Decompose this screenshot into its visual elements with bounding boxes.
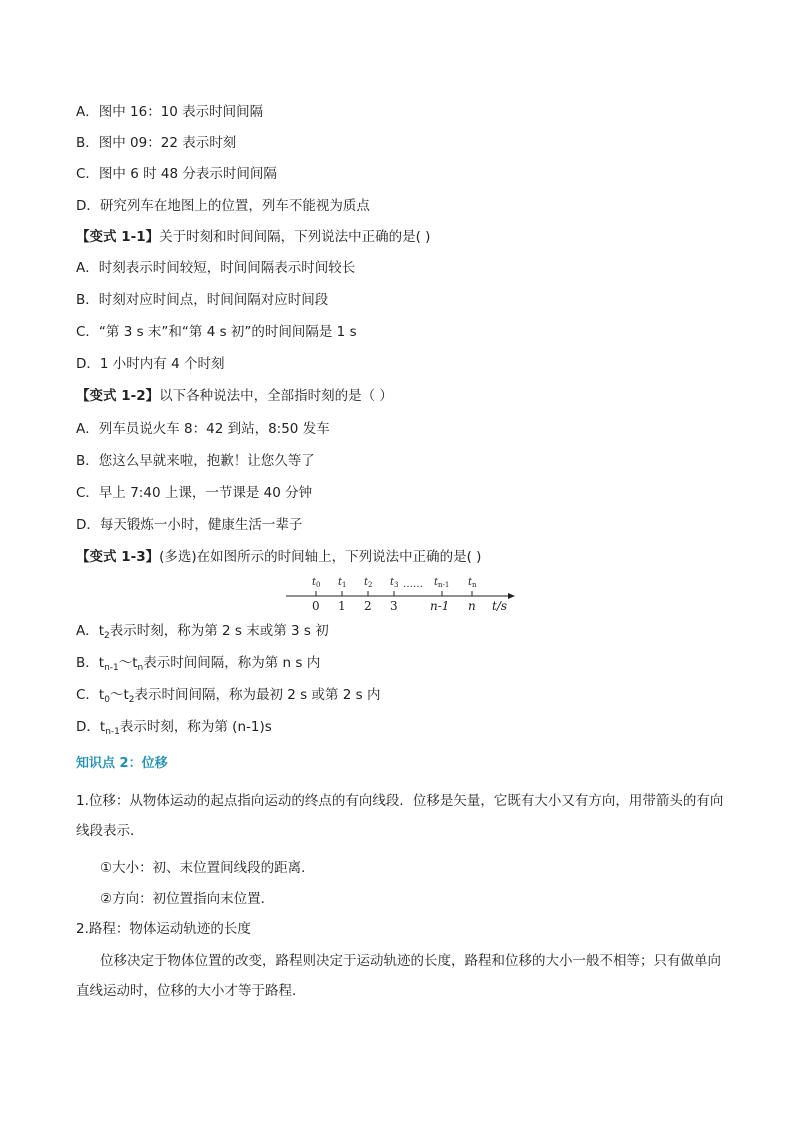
option-b: B．时刻对应时间点，时间间隔对应时间段 (76, 292, 329, 308)
option-d: D．$t_{n-1}$表示时刻，称为第 (n-1)s (76, 719, 272, 737)
timeline-bottom-label: n-1 (430, 599, 450, 612)
question-text: (多选)在如图所示的时间轴上，下列说法中正确的是( ) (159, 549, 482, 565)
timeline-arrow-icon (508, 593, 515, 599)
option-a: A．$t_2$表示时刻，称为第 2 s 末或第 3 s 初 (76, 623, 329, 641)
timeline-top-label: $t_n$ (468, 577, 477, 589)
variant-1-2-question (76, 387, 393, 405)
displacement-magnitude: ①大小：初、末位置间线段的距离． (100, 860, 315, 876)
option-c: C．“第 3 s 末”和“第 4 s 初”的时间间隔是 1 s (76, 324, 357, 340)
timeline-top-label: $t_2$ (364, 577, 373, 589)
option-d: D．1 小时内有 4 个时刻 (76, 356, 225, 372)
option-c: C．早上 7:40 上课，一节课是 40 分钟 (76, 485, 313, 501)
option-a: A．列车员说火车 8：42 到站，8:50 发车 (76, 421, 330, 437)
timeline-figure (282, 570, 522, 612)
displacement-direction: ②方向：初位置指向末位置． (100, 891, 275, 907)
variant-1-3-question (76, 548, 481, 566)
option-b: B．$t_{n-1}\sim t_n$表示时间间隔，称为第 n s 内 (76, 655, 321, 673)
timeline-axis-unit: t/s (492, 599, 508, 612)
displacement-definition: 1.位移：从物体运动的起点指向运动的终点的有向线段．位移是矢量，它既有大小又有方向，用带箭头的有向线段表示． (76, 793, 724, 839)
path-length-definition: 2.路程：物体运动轨迹的长度 (76, 921, 251, 937)
variant-1-1-question (76, 228, 430, 246)
displacement-vs-path: 位移决定于物体位置的改变，路程则决定于运动轨迹的长度，路程和位移的大小一般不相等；只有做单向直线运动时，位移的大小才等于路程． (76, 953, 721, 999)
timeline-top-label: $t_3$ (390, 577, 399, 589)
timeline-bottom-label: 0 (312, 599, 320, 612)
question-text: 关于时刻和时间间隔，下列说法中正确的是( ) (159, 229, 431, 245)
timeline-bottom-label: 3 (390, 599, 398, 612)
option-d: D．研究列车在地图上的位置，列车不能视为质点 (76, 198, 370, 214)
question-text: 以下各种说法中，全部指时刻的是（ ） (159, 388, 393, 404)
timeline-top-label: $t_1$ (338, 577, 347, 589)
option-b: B．图中 09：22 表示时刻 (76, 135, 237, 151)
option-c: C．图中 6 时 48 分表示时间间隔 (76, 166, 277, 182)
knowledge-point-title: 知识点 2：位移 (76, 756, 168, 771)
timeline-bottom-label: 2 (364, 599, 372, 612)
option-a: A．图中 16：10 表示时间间隔 (76, 104, 264, 120)
variant-label: 【变式 1-2】 (76, 388, 160, 404)
option-a: A．时刻表示时间较短，时间间隔表示时间较长 (76, 260, 356, 276)
timeline-bottom-label: n (468, 599, 476, 612)
variant-label: 【变式 1-3】 (76, 549, 160, 565)
timeline-bottom-label: 1 (338, 599, 346, 612)
timeline-top-label: $t_0$ (312, 577, 321, 589)
option-b: B．您这么早就来啦，抱歉！让您久等了 (76, 453, 315, 469)
option-d: D．每天锻炼一小时，健康生活一辈子 (76, 517, 303, 533)
timeline-top-label: $t_{n-1}$ (434, 577, 450, 589)
variant-label: 【变式 1-1】 (76, 229, 160, 245)
option-c: C．$t_0\sim t_2$表示时间间隔，称为最初 2 s 或第 2 s 内 (76, 687, 381, 705)
timeline-svg (282, 570, 522, 612)
timeline-ellipsis: …… (403, 579, 423, 590)
